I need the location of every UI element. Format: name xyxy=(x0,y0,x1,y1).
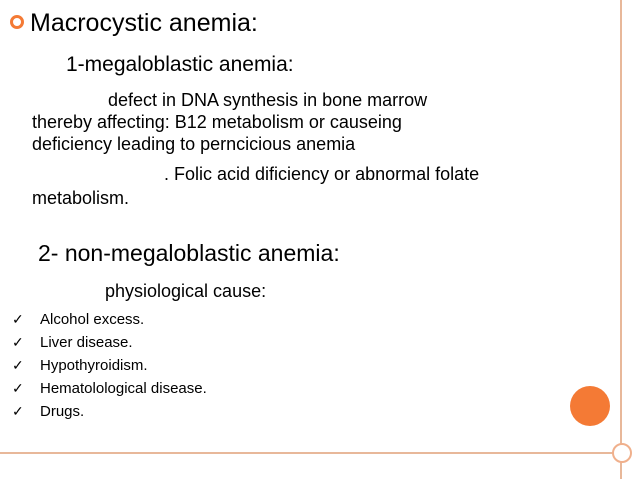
subheading-non-megaloblastic: 2- non-megaloblastic anemia: xyxy=(38,240,340,266)
decorative-circle-large xyxy=(570,386,610,426)
cause-label: physiological cause: xyxy=(105,281,267,301)
decorative-circle-small xyxy=(612,443,632,463)
cause-list xyxy=(12,308,207,423)
list-item: ✓ Hematolological disease. xyxy=(12,377,207,400)
paragraph-line: defect in DNA synthesis in bone marrow xyxy=(108,90,428,110)
check-icon: ✓ xyxy=(12,334,24,350)
list-item: ✓ Hypothyroidism. xyxy=(12,354,207,377)
check-icon: ✓ xyxy=(12,403,24,419)
footer-rule xyxy=(0,452,622,454)
paragraph-line: metabolism. xyxy=(32,188,130,208)
list-item: ✓ Liver disease. xyxy=(12,331,207,354)
list-item: ✓ Alcohol excess. xyxy=(12,308,207,331)
heading-text: Macrocystic anemia: xyxy=(30,9,258,37)
paragraph-line: . Folic acid dificiency or abnormal folate xyxy=(164,164,480,184)
paragraph-line: thereby affecting: B12 metabolism or causeing xyxy=(32,112,402,132)
paragraph-line: deficiency leading to perncicious anemia xyxy=(32,134,356,154)
ring-bullet-icon xyxy=(10,15,24,29)
list-item: ✓ Drugs. xyxy=(12,400,207,423)
check-icon: ✓ xyxy=(12,380,24,396)
slide-heading xyxy=(10,8,258,38)
check-icon: ✓ xyxy=(12,357,24,373)
subheading-megaloblastic: 1-megaloblastic anemia: xyxy=(66,53,294,76)
check-icon: ✓ xyxy=(12,311,24,327)
